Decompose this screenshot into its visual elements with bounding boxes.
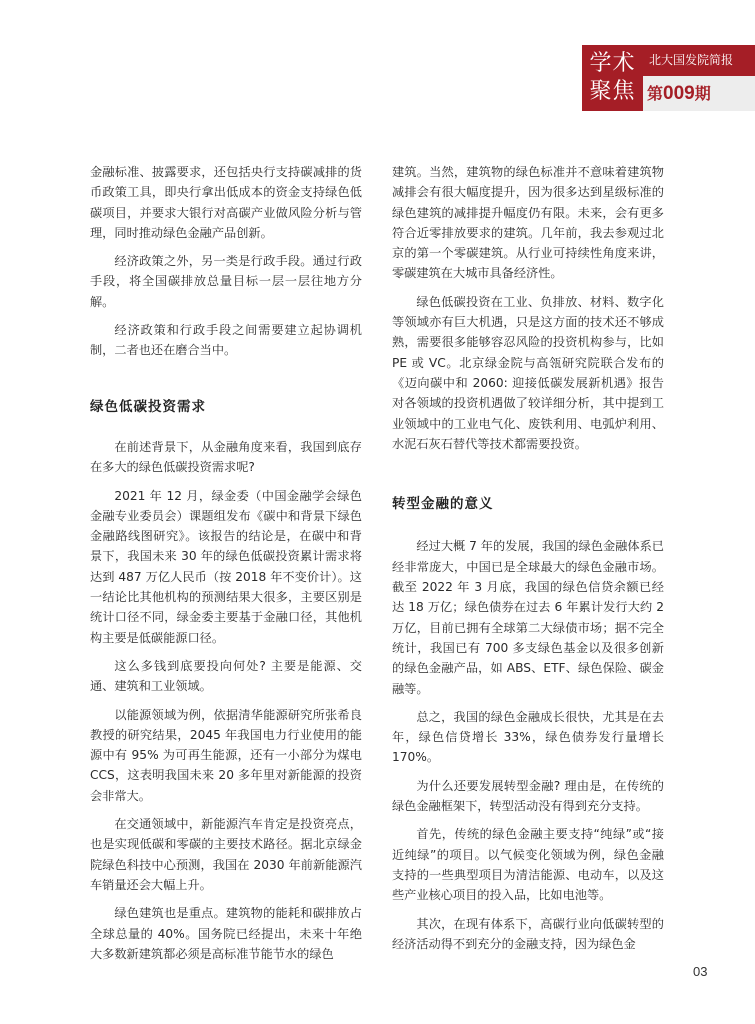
issue-suffix: 期 xyxy=(694,84,711,103)
paragraph: 经济政策之外，另一类是行政手段。通过行政手段，将全国碳排放总量目标一层一层往地方分解。 xyxy=(90,254,362,309)
paragraph: 这么多钱到底要投向何处? 主要是能源、交通、建筑和工业领域。 xyxy=(90,658,362,694)
publication-name: 北大国发院简报 xyxy=(643,45,755,76)
paragraph: 其次，在现有体系下，高碳行业向低碳转型的经济活动得不到充分的金融支持，因为绿色金 xyxy=(392,916,664,951)
paragraph: 总之，我国的绿色金融成长很快，尤其是在去年，绿色信贷增长 33%，绿色债券发行量增长 170%。 xyxy=(392,709,664,765)
paragraph: 以能源领域为例，依据清华能源研究所张希良教授的研究结果，2045 年我国电力行业使用的能源中有 95% 为可再生能源，还有一小部分为煤电 CCS，这表明我国未来 20 多年里对新能源的投资会非常大。 xyxy=(90,707,362,803)
issue-badge xyxy=(582,45,755,111)
paragraph: 2021 年 12 月，绿金委（中国金融学会绿色金融专业委员会）课题组发布《碳中和背景下绿色金融路线图研究》。该报告的结论是，在碳中和背景下，我国未来 30 年的绿色低碳投资累计需求将达到 487 万亿人民币（按 2018 年不变价计）。这一结论比其他机构的预测结果大很多，主要区别是统计口径不同，绿金委主要基于金融口径，其他机构主要是低碳能源口径。 xyxy=(90,488,362,645)
paragraph: 绿色建筑也是重点。建筑物的能耗和碳排放占全球总量的 40%。国务院已经提出，未来十年绝大多数新建筑都必须是高标准节能节水的绿色 xyxy=(90,906,362,961)
paragraph: 经过大概 7 年的发展，我国的绿色金融体系已经非常庞大，中国已是全球最大的绿色金融市场。截至 2022 年 3 月底，我国的绿色信贷余额已经达 18 万亿；绿色债券在过去 6 年累计发行大约 2 万亿，目前已拥有全球第二大绿债市场；据不完全统计，我国已有 700 多支绿色基金以及很多创新的绿色金融产品，如 ABS、ETF、绿色保险、碳金融等。 xyxy=(392,539,664,696)
section-heading: 转型金融的意义 xyxy=(392,496,494,513)
paragraph: 经济政策和行政手段之间需要建立起协调机制，二者也还在磨合当中。 xyxy=(90,323,362,358)
left-column xyxy=(90,162,362,964)
issue-number xyxy=(643,76,755,111)
paragraph: 首先，传统的绿色金融主要支持“纯绿”或“接近纯绿”的项目。以气候变化领域为例，绿色金融支持的一些典型项目为清洁能源、电动车，以及这些产业核心项目的投入品，比如电池等。 xyxy=(392,827,664,903)
right-column xyxy=(392,162,664,954)
section-title-text: 学术 聚焦 xyxy=(589,51,636,104)
page-number: 03 xyxy=(693,964,708,979)
section-title xyxy=(582,45,643,111)
paragraph: 在交通领域中，新能源汽车肯定是投资亮点，也是实现低碳和零碳的主要技术路径。据北京绿金院绿色科技中心预测，我国在 2030 年前新能源汽车销量还会大幅上升。 xyxy=(90,817,362,892)
paragraph: 金融标准、披露要求，还包括央行支持碳减排的货币政策工具，即央行拿出低成本的资金支持绿色低碳项目，并要求大银行对高碳产业做风险分析与管理，同时推动绿色金融产品创新。 xyxy=(90,165,362,240)
paragraph: 绿色低碳投资在工业、负排放、材料、数字化等领域亦有巨大机遇，只是这方面的技术还不够成熟，需要很多能够容忍风险的投资机构参与，比如 PE 或 VC。北京绿金院与高瓴研究院联合发布的《迈向碳中和 2060: 迎接低碳发展新机遇》报告对各领域的投资机遇做了较详细分析，其中提到工业领域中的工业电气化、废铁利用、电弧炉利用、水泥石灰石替代等技术都需要投资。 xyxy=(392,294,664,451)
section-heading: 绿色低碳投资需求 xyxy=(90,398,206,415)
paragraph: 在前述背景下，从金融角度来看，我国到底存在多大的绿色低碳投资需求呢? xyxy=(90,439,362,475)
issue-number-value: 009 xyxy=(663,83,695,104)
paragraph: 为什么还要发展转型金融? 理由是，在传统的绿色金融框架下，转型活动没有得到充分支持。 xyxy=(392,778,664,814)
paragraph: 建筑。当然，建筑物的绿色标准并不意味着建筑物减排会有很大幅度提升，因为很多达到星级标准的绿色建筑的减排提升幅度仍有限。未来，会有更多符合近零排放要求的建筑。几年前，我去参观过北京的第一个零碳建筑。从行业可持续性角度来讲，零碳建筑在大城市具备经济性。 xyxy=(392,165,664,281)
issue-prefix: 第 xyxy=(647,84,664,103)
